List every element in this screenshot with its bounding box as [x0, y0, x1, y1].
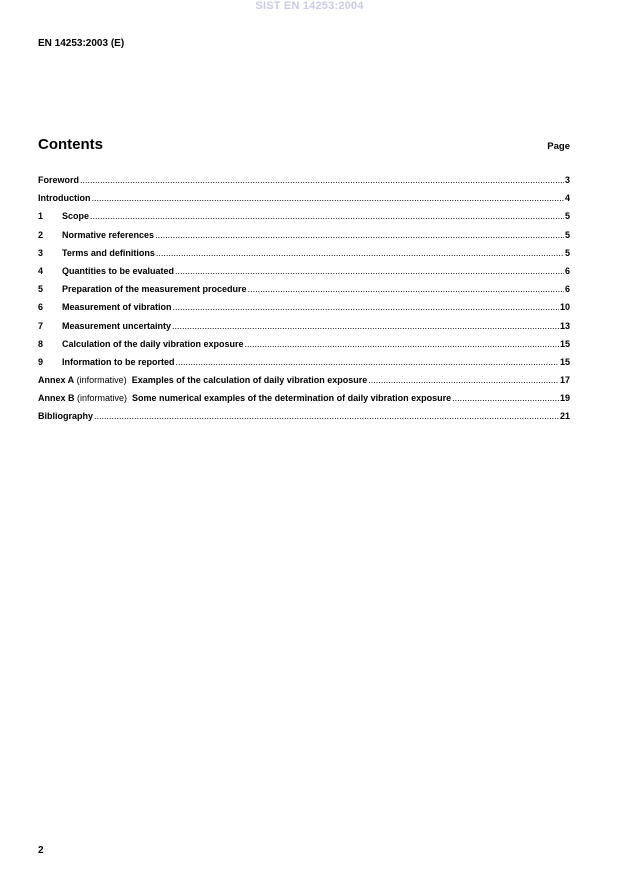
toc-leader-dots	[156, 248, 564, 258]
toc-entry-number: 8	[38, 338, 44, 349]
toc-entry-page: 21	[559, 411, 570, 422]
toc-entry-title: Annex B	[38, 393, 75, 404]
toc-entry-introduction[interactable]	[38, 193, 570, 211]
toc-entry-title: Preparation of the measurement procedure	[62, 284, 247, 295]
toc-entry-title: Introduction	[38, 193, 91, 204]
toc-entry-number: 1	[38, 211, 44, 222]
toc-entry-number: 4	[38, 265, 44, 276]
toc-entry-title: Terms and definitions	[62, 247, 155, 258]
toc-entry-normative-references[interactable]	[38, 230, 570, 248]
toc-leader-dots	[175, 266, 564, 276]
toc-entry-measurement-of-vibration[interactable]	[38, 302, 570, 320]
toc-leader-dots	[248, 284, 564, 294]
contents-heading: Contents	[38, 136, 103, 153]
toc-entry-qualifier: (informative)	[74, 393, 133, 404]
toc-entry-page: 5	[564, 247, 570, 258]
toc-entry-title: Information to be reported	[62, 356, 175, 367]
toc-entry-page: 15	[559, 356, 570, 367]
toc-entry-title: Normative references	[62, 229, 155, 240]
toc-entry-scope[interactable]	[38, 211, 570, 229]
toc-entry-page: 4	[564, 193, 570, 204]
toc-entry-title: Calculation of the daily vibration exposure	[62, 338, 244, 349]
toc-entry-qualifier: (informative)	[74, 375, 132, 386]
toc-entry-title: Bibliography	[38, 411, 94, 422]
toc-leader-dots	[92, 193, 564, 203]
toc-entry-preparation-of-measurement-procedure[interactable]	[38, 284, 570, 302]
toc-leader-dots	[245, 339, 559, 349]
toc-entry-title: Scope	[62, 211, 90, 222]
toc-entry-subtitle: Examples of the calculation of daily vibration exposure	[131, 375, 368, 386]
toc-entry-annex-b[interactable]	[38, 393, 570, 411]
toc-entry-information-to-be-reported[interactable]	[38, 357, 570, 375]
toc-leader-dots	[94, 411, 559, 421]
toc-entry-page: 6	[564, 265, 570, 276]
toc-entry-page: 6	[564, 284, 570, 295]
page-column-heading: Page	[547, 141, 570, 152]
toc-entry-subtitle: Some numerical examples of the determination of daily vibration exposure	[132, 393, 452, 404]
toc-entry-number: 7	[38, 320, 44, 331]
toc-entry-measurement-uncertainty[interactable]	[38, 321, 570, 339]
toc-entry-terms-and-definitions[interactable]	[38, 248, 570, 266]
toc-entry-title: Annex A	[38, 375, 75, 386]
document-identifier: EN 14253:2003 (E)	[38, 38, 125, 49]
toc-leader-dots	[176, 357, 559, 367]
watermark-text: SIST EN 14253:2004	[255, 0, 364, 12]
toc-entry-title: Quantities to be evaluated	[62, 265, 175, 276]
toc-entry-title: Foreword	[38, 175, 80, 185]
toc-entry-bibliography[interactable]	[38, 411, 570, 429]
toc-entry-number: 3	[38, 247, 44, 258]
toc-entry-number: 6	[38, 302, 44, 313]
toc-entry-title: Measurement uncertainty	[62, 320, 172, 331]
toc-entry-page: 10	[559, 302, 570, 313]
toc-entry-annex-a[interactable]	[38, 375, 570, 393]
toc-leader-dots	[173, 302, 559, 312]
toc-entry-page: 3	[564, 175, 570, 185]
toc-entry-quantities-to-be-evaluated[interactable]	[38, 266, 570, 284]
toc-entry-number: 9	[38, 356, 44, 367]
toc-entry-number: 2	[38, 229, 44, 240]
toc-leader-dots	[172, 321, 559, 331]
toc-entry-page: 13	[559, 320, 570, 331]
toc-leader-dots	[452, 393, 559, 403]
toc-leader-dots	[155, 230, 564, 240]
toc-entry-page: 5	[564, 211, 570, 222]
toc-leader-dots	[90, 211, 564, 221]
toc-entry-page: 15	[559, 338, 570, 349]
toc-entry-title: Measurement of vibration	[62, 302, 172, 313]
toc-entry-calculation-daily-vibration-exposure[interactable]	[38, 339, 570, 357]
toc-entry-page: 5	[564, 229, 570, 240]
toc-entry-number: 5	[38, 284, 44, 295]
toc-leader-dots	[368, 375, 559, 385]
toc-entry-page: 19	[559, 393, 570, 404]
toc-leader-dots	[80, 175, 564, 185]
toc-entry-foreword[interactable]	[38, 175, 570, 193]
toc-entry-page: 17	[559, 375, 570, 386]
page-number: 2	[38, 845, 44, 856]
table-of-contents	[38, 175, 570, 430]
